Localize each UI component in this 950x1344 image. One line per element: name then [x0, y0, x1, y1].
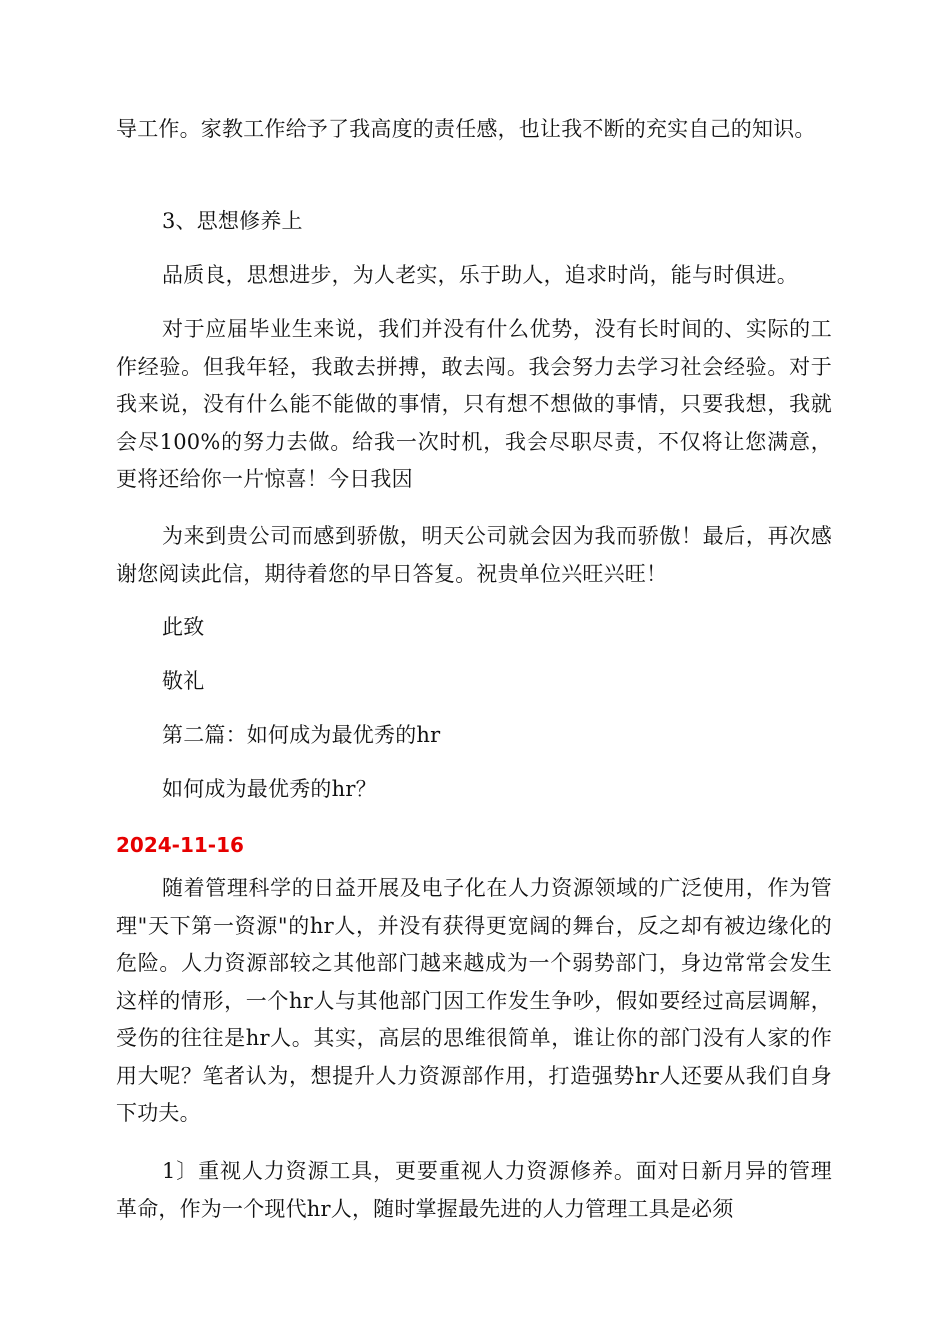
paragraph-character: 品质良，思想进步，为人老实，乐于助人，追求时尚，能与时俱进。 [162, 263, 798, 287]
section-heading-ideology: 3、思想修养上 [162, 209, 303, 233]
article-title: 如何成为最优秀的hr？ [162, 777, 377, 801]
paragraph-education-continued: 导工作。家教工作给予了我高度的责任感，也让我不断的充实自己的知识。 [116, 117, 816, 141]
chapter-title: 第二篇：如何成为最优秀的hr [162, 723, 441, 747]
date-stamp: 2024-11-16 [116, 833, 244, 857]
salutation-jingli: 敬礼 [162, 669, 205, 693]
paragraph-hr-point-one: 1〕重视人力资源工具，更要重视人力资源修养。面对日新月异的管理革命，作为一个现代hr人，随时掌握最先进的人力管理工具是必须 [116, 1159, 832, 1221]
paragraph-closing-thanks: 为来到贵公司而感到骄傲，明天公司就会因为我而骄傲！最后，再次感谢您阅读此信，期待着您的早日答复。祝贵单位兴旺兴旺！ [116, 524, 832, 586]
paragraph-hr-intro: 随着管理科学的日益开展及电子化在人力资源领域的广泛使用，作为管理"天下第一资源"的hr人，并没有获得更宽阔的舞台，反之却有被边缘化的危险。人力资源部较之其他部门越来越成为一个弱势部门，身边常常会发生这样的情形，一个hr人与其他部门因工作发生争吵，假如要经过高层调解，受伤的往往是hr人。其实，高层的思维很简单，谁让你的部门没有人家的作用大呢？笔者认为，想提升人力资源部作用，打造强势hr人还要从我们自身下功夫。 [116, 876, 832, 1125]
salutation-cizhi: 此致 [162, 615, 205, 639]
paragraph-graduate-statement: 对于应届毕业生来说，我们并没有什么优势，没有长时间的、实际的工作经验。但我年轻，我敢去拼搏，敢去闯。我会努力去学习社会经验。对于我来说，没有什么能不能做的事情，只有想不想做的事情，只要我想，我就会尽100%的努力去做。给我一次时机，我会尽职尽责，不仅将让您满意，更将还给你一片惊喜！今日我因 [116, 317, 832, 491]
